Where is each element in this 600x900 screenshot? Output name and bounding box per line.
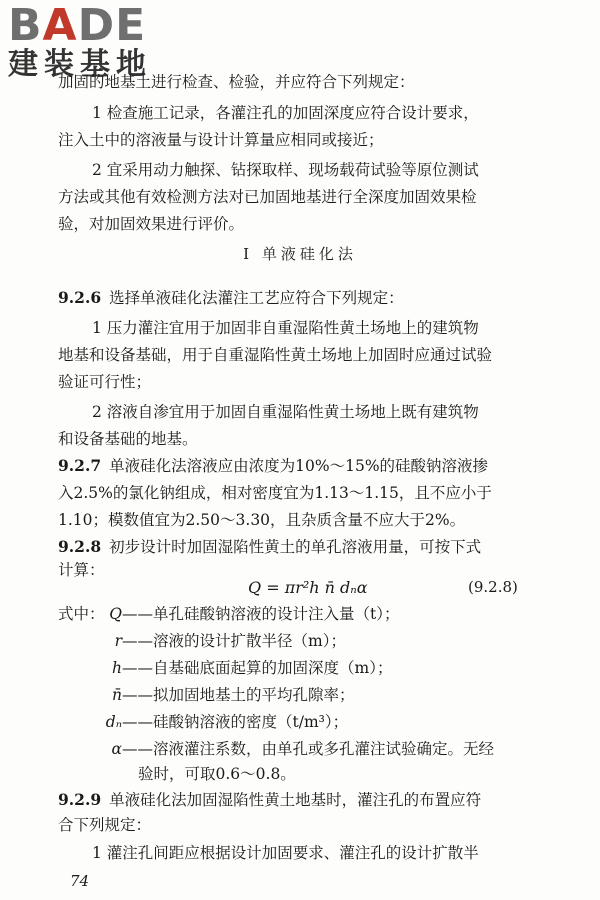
var-row: n̄——拟加固地基土的平均孔隙率； <box>112 686 355 704</box>
text-line: 注入土中的溶液量与设计计算量应相同或接近； <box>58 131 384 149</box>
clause-9-2-6: 9.2.6 选择单液硅化法灌注工艺应符合下列规定： <box>58 288 404 307</box>
var-row: h——自基础底面起算的加固深度（m）； <box>112 659 393 677</box>
text-line: 验，对加固效果进行评价。 <box>58 215 245 233</box>
var-row: r——溶液的设计扩散半径（m）； <box>114 632 346 650</box>
text-line: 2 溶液自渗宜用于加固自重湿陷性黄土场地上既有建筑物 <box>92 403 479 421</box>
text-line: 计算： <box>58 561 105 579</box>
var-row: Q——单孔硅酸钠溶液的设计注入量（t）； <box>109 605 400 623</box>
clause-9-2-8: 9.2.8 初步设计时加固湿陷性黄土的单孔溶液用量，可按下式 <box>58 537 482 556</box>
text-line: 入2.5%的氯化钠组成，相对密度宜为1.13～1.15，且不应小于 <box>58 484 492 502</box>
text-line: 方法或其他有效检测方法对已加固地基进行全深度加固效果检 <box>58 188 477 206</box>
clause-9-2-9: 9.2.9 单液硅化法加固湿陷性黄土地基时，灌注孔的布置应符 <box>58 790 482 809</box>
var-row-continuation: 验时，可取0.6～0.8。 <box>138 765 296 783</box>
where-label: 式中： <box>58 605 105 623</box>
text-line: 1.10；模数值宜为2.50～3.30，且杂质含量不应大于2%。 <box>58 511 466 529</box>
item-1-check-records: 1 检查施工记录，各灌注孔的加固深度应符合设计要求， <box>92 104 479 122</box>
logo-subtitle: 建装基地 <box>8 47 152 82</box>
section-heading: Ⅰ 单液硅化法 <box>243 245 357 263</box>
formula: Q = πr²h n̄ dₙα <box>248 578 368 597</box>
var-row: dₙ——硅酸钠溶液的密度（t/m³）； <box>105 713 349 731</box>
logo-wordmark: BADE <box>8 0 147 51</box>
text-line: 1 压力灌注宜用于加固非自重湿陷性黄土场地上的建筑物 <box>92 319 479 337</box>
text-line: 地基和设备基础，用于自重湿陷性黄土场地上加固时应通过试验 <box>58 346 493 364</box>
text-line: 和设备基础的地基。 <box>58 430 198 448</box>
formula-number: (9.2.8) <box>468 578 518 596</box>
text-line: 加固的地基土进行检查、检验，并应符合下列规定： <box>58 73 415 91</box>
page-number: 74 <box>70 872 90 890</box>
text-line: 验证可行性； <box>58 373 152 391</box>
clause-9-2-7: 9.2.7 单液硅化法溶液应由浓度为10%～15%的硅酸钠溶液掺 <box>58 456 489 475</box>
text-line: 1 灌注孔间距应根据设计加固要求、灌注孔的设计扩散半 <box>92 844 479 862</box>
var-row: α——溶液灌注系数，由单孔或多孔灌注试验确定。无经 <box>111 740 495 758</box>
item-2-testing: 2 宜采用动力触探、钻探取样、现场载荷试验等原位测试 <box>92 161 479 179</box>
bade-logo <box>8 0 180 82</box>
text-line: 合下列规定： <box>58 816 152 834</box>
